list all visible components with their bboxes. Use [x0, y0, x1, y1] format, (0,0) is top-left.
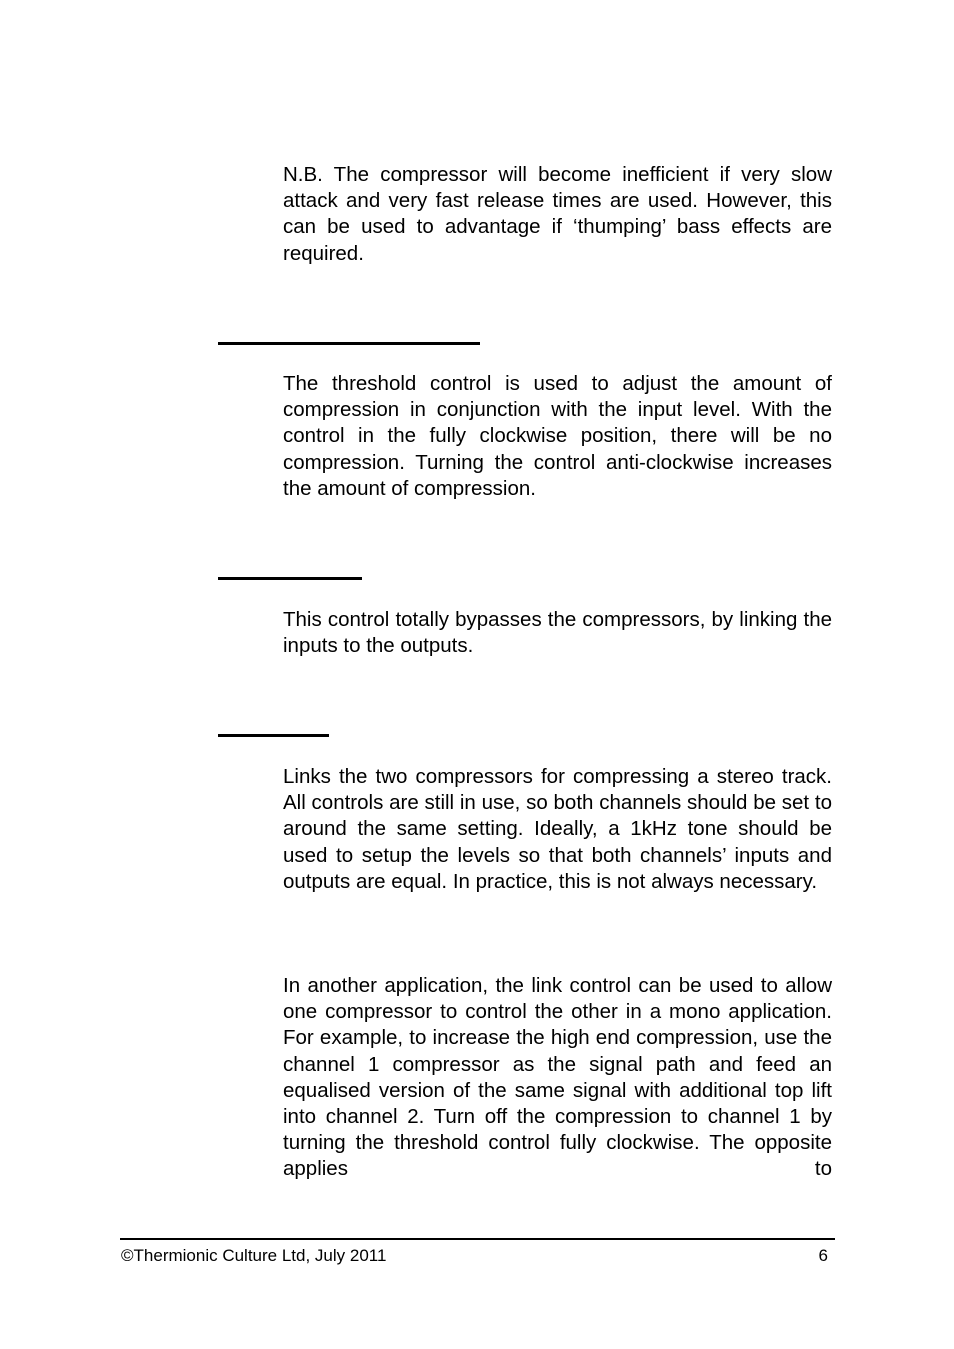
link-paragraph-1: Links the two compressors for compressing a stereo track. All controls are still in use, so both channels should be set to around the same setting. Ideally, a 1kHz tone should be used to setup the levels so that both channels’ inputs and outputs are equal. In practice, this is not always necessary.	[283, 765, 832, 893]
bypass-paragraph: This control totally bypasses the compressors, by linking the inputs to the outputs.	[283, 608, 832, 658]
bypass-heading-underline	[218, 577, 362, 580]
footer-copyright: ©Thermionic Culture Ltd, July 2011	[121, 1246, 387, 1265]
link-heading-underline	[218, 734, 329, 737]
footer-divider	[120, 1238, 835, 1240]
nb-note-paragraph: N.B. The compressor will become inefficient if very slow attack and very fast release times are used. However, this can be used to advantage if ‘thumping’ bass effects are required.	[283, 163, 832, 265]
threshold-heading-underline	[218, 342, 480, 345]
threshold-paragraph: The threshold control is used to adjust the amount of compression in conjunction with the input level. With the control in the fully clockwise position, there will be no compression. Turning the control anti-clockwise increases the amount of compression.	[283, 372, 832, 500]
page-number: 6	[818, 1246, 828, 1265]
link-paragraph-2: In another application, the link control can be used to allow one compressor to control the other in a mono application. For example, to increase the high end compression, use the channel 1 compressor as the signal path and feed an equalised version of the same signal with additional top lift into channel 2. Turn off the compression to channel 1 by turning the threshold control fully clockwise. The opposite applies to	[283, 974, 832, 1181]
